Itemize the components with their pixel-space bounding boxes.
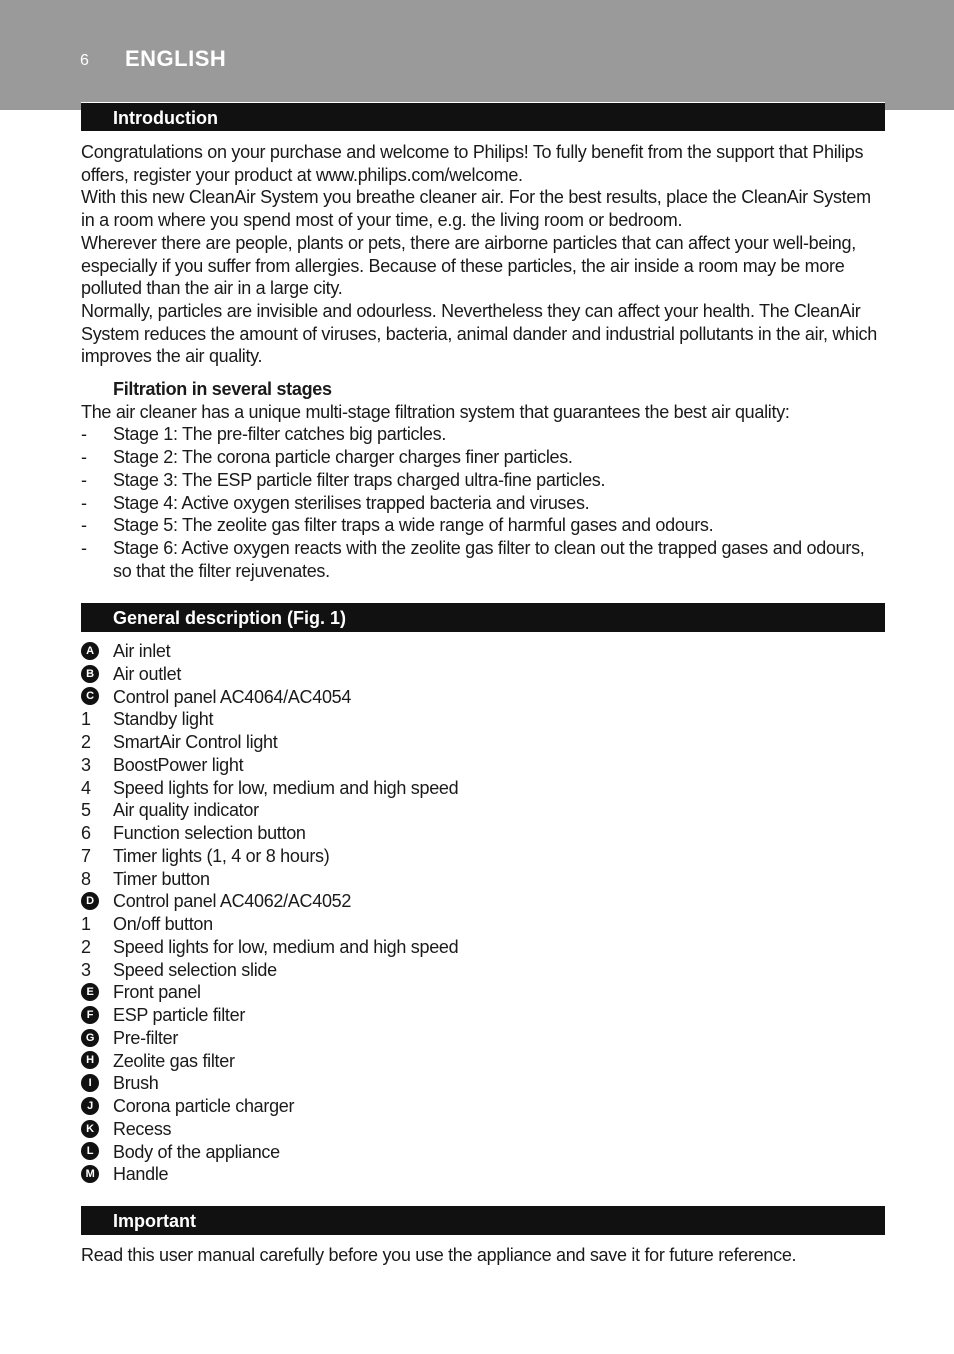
- part-item: [81, 686, 881, 709]
- letter-badge: D: [81, 892, 99, 910]
- part-item: [81, 845, 881, 868]
- part-item: [81, 663, 881, 686]
- part-label: Timer button: [113, 868, 210, 889]
- part-item: [81, 754, 881, 777]
- letter-badge: B: [81, 665, 99, 683]
- part-item: [81, 868, 881, 891]
- part-marker: [81, 1095, 113, 1118]
- section-bar-introduction: Introduction: [81, 102, 885, 131]
- letter-badge: L: [81, 1142, 99, 1160]
- part-item: [81, 1118, 881, 1141]
- part-item: [81, 640, 881, 663]
- part-item: [81, 1072, 881, 1095]
- part-label: Corona particle charger: [113, 1096, 295, 1116]
- part-item: [81, 822, 881, 845]
- part-number: 2: [81, 936, 91, 957]
- part-marker: [81, 1118, 113, 1141]
- part-label: Brush: [113, 1073, 159, 1094]
- dash-bullet: -: [81, 447, 87, 468]
- stage-item: [81, 423, 881, 446]
- part-item: [81, 731, 881, 754]
- part-item: [81, 890, 881, 913]
- part-number: 1: [81, 914, 91, 934]
- part-marker: [81, 1027, 113, 1050]
- intro-paragraph: With this new CleanAir System you breathe cleaner air. For the best results, place the CleanAir System in a room where you spend most of your time, e.g. the living room or bedroom.: [81, 187, 871, 231]
- part-marker: [81, 1163, 113, 1186]
- part-item: [81, 1050, 881, 1073]
- dash-bullet: -: [81, 469, 87, 490]
- letter-badge: M: [81, 1165, 99, 1183]
- stage-item: [81, 492, 881, 515]
- letter-badge: G: [81, 1029, 99, 1047]
- part-label: Speed lights for low, medium and high speed: [113, 777, 459, 798]
- part-item: [81, 708, 881, 731]
- part-number: 4: [81, 777, 91, 798]
- letter-badge: H: [81, 1051, 99, 1069]
- letter-badge: K: [81, 1120, 99, 1138]
- part-number: 2: [81, 732, 91, 752]
- part-marker: [81, 1141, 113, 1164]
- part-item: [81, 1095, 881, 1118]
- part-label: Air outlet: [113, 663, 182, 684]
- part-marker: [81, 981, 113, 1004]
- part-label: Timer lights (1, 4 or 8 hours): [113, 845, 330, 866]
- stage-text: Stage 2: The corona particle charger charges finer particles.: [113, 447, 573, 468]
- part-marker: [81, 686, 113, 709]
- part-item: [81, 981, 881, 1004]
- letter-badge: J: [81, 1097, 99, 1115]
- stage-text: Stage 6: Active oxygen reacts with the zeolite gas filter to clean out the trapped gases and odours, so that the filter rejuvenates.: [113, 537, 865, 581]
- part-item: [81, 959, 881, 982]
- part-label: SmartAir Control light: [113, 732, 278, 752]
- part-item: [81, 799, 881, 822]
- stage-text: Stage 1: The pre-filter catches big particles.: [113, 424, 447, 445]
- part-marker: [81, 663, 113, 686]
- part-number: 6: [81, 823, 91, 843]
- section-bar-general-description: General description (Fig. 1): [81, 603, 885, 632]
- part-marker: [81, 890, 113, 913]
- part-number: 3: [81, 754, 91, 775]
- letter-badge: C: [81, 687, 99, 705]
- filtration-subheading: Filtration in several stages: [113, 379, 332, 400]
- part-number: 1: [81, 709, 91, 730]
- part-label: Control panel AC4064/AC4054: [113, 686, 352, 707]
- part-marker: [81, 1050, 113, 1073]
- stage-list: [81, 423, 881, 582]
- part-label: Pre-filter: [113, 1027, 179, 1048]
- dash-bullet: -: [81, 424, 87, 445]
- part-label: Handle: [113, 1164, 169, 1185]
- dash-bullet: -: [81, 537, 87, 558]
- part-item: [81, 913, 881, 936]
- part-item: [81, 1141, 881, 1164]
- part-label: Control panel AC4062/AC4052: [113, 891, 352, 912]
- part-marker: [81, 1072, 113, 1095]
- stage-item: [81, 537, 881, 582]
- part-label: Air inlet: [113, 641, 171, 661]
- part-item: [81, 1163, 881, 1186]
- part-label: Zeolite gas filter: [113, 1050, 235, 1071]
- section-bar-important: Important: [81, 1206, 885, 1235]
- letter-badge: F: [81, 1006, 99, 1024]
- part-number: 8: [81, 868, 91, 889]
- part-label: Body of the appliance: [113, 1141, 280, 1162]
- stage-text: Stage 3: The ESP particle filter traps charged ultra-fine particles.: [113, 469, 606, 490]
- intro-paragraph: Congratulations on your purchase and welcome to Philips! To fully benefit from the support that Philips offers, register your product at www.philips.com/welcome.: [81, 142, 864, 185]
- letter-badge: E: [81, 983, 99, 1001]
- part-item: [81, 936, 881, 959]
- stage-text: Stage 5: The zeolite gas filter traps a wide range of harmful gases and odours.: [113, 515, 714, 536]
- part-marker: [81, 1004, 113, 1027]
- introduction-body: [81, 141, 881, 582]
- part-label: BoostPower light: [113, 754, 244, 775]
- part-label: ESP particle filter: [113, 1005, 246, 1025]
- part-label: Standby light: [113, 709, 214, 730]
- intro-paragraph: Wherever there are people, plants or pets, there are airborne particles that can affect your well-being, especially if you suffer from allergies. Because of these particles, the air inside a room may be more polluted than the air in a large city.: [81, 232, 856, 299]
- part-number: 3: [81, 959, 91, 980]
- dash-bullet: -: [81, 492, 87, 513]
- part-label: Function selection button: [113, 823, 306, 843]
- part-number: 7: [81, 845, 91, 866]
- stage-text: Stage 4: Active oxygen sterilises trapped bacteria and viruses.: [113, 492, 590, 513]
- stage-item: [81, 446, 881, 469]
- stage-item: [81, 469, 881, 492]
- filtration-intro: The air cleaner has a unique multi-stage filtration system that guarantees the best air quality:: [81, 401, 790, 422]
- part-label: Speed selection slide: [113, 959, 277, 980]
- part-label: Speed lights for low, medium and high speed: [113, 936, 459, 957]
- page-number: 6: [80, 52, 89, 69]
- letter-badge: A: [81, 642, 99, 660]
- part-item: [81, 1027, 881, 1050]
- parts-list: [81, 640, 881, 1186]
- part-label: Air quality indicator: [113, 800, 259, 821]
- language-heading: ENGLISH: [125, 46, 227, 71]
- important-text: Read this user manual carefully before you use the appliance and save it for future reference.: [81, 1245, 797, 1265]
- dash-bullet: -: [81, 515, 87, 536]
- part-label: Recess: [113, 1118, 172, 1139]
- intro-paragraph: Normally, particles are invisible and odourless. Nevertheless they can affect your health. The CleanAir System reduces the amount of viruses, bacteria, animal dander and industrial pollutants in the air, which improves the air quality.: [81, 300, 877, 367]
- part-label: On/off button: [113, 914, 213, 934]
- letter-badge: I: [81, 1074, 99, 1092]
- part-marker: [81, 640, 113, 663]
- part-number: 5: [81, 800, 91, 821]
- part-item: [81, 1004, 881, 1027]
- part-label: Front panel: [113, 982, 201, 1003]
- part-item: [81, 777, 881, 800]
- stage-item: [81, 514, 881, 537]
